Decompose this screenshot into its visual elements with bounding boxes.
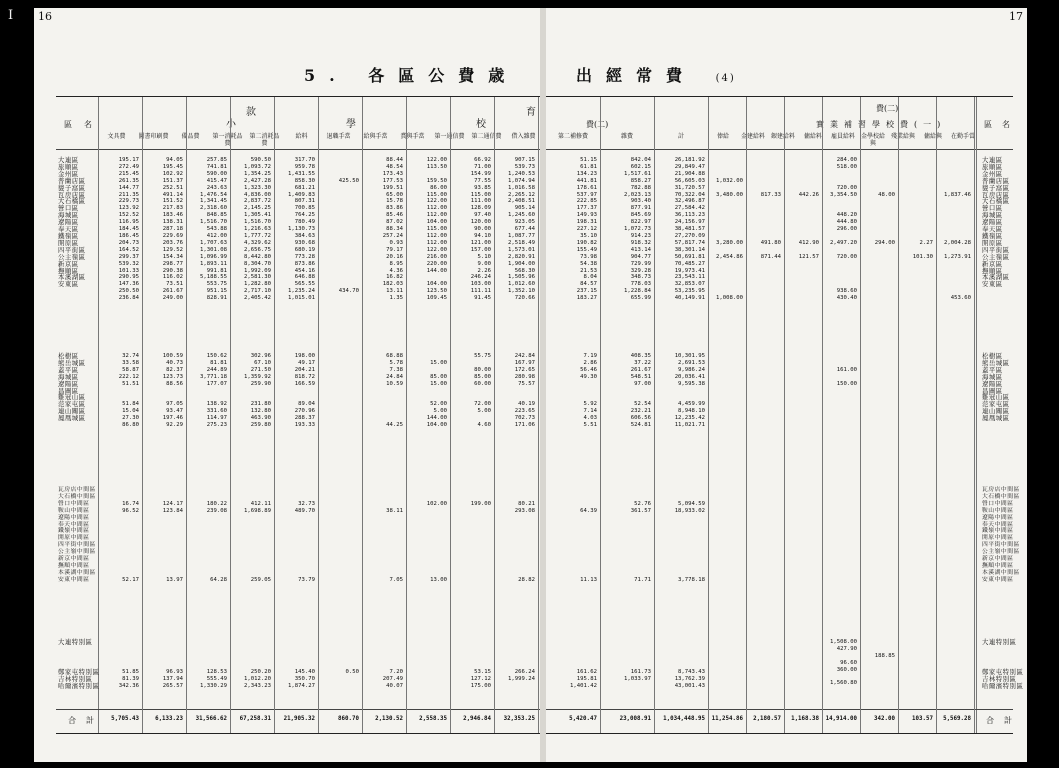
data-cell-s1: 122.00 113.50 159.50 86.00 115.00 122.00 112.00 112.00 104.00 115.00 112.00 112.00 122.00 216.00 220.00 144.00 104.00 123.50 109.45	[426, 157, 447, 302]
total-value: 1,034,448.95	[663, 716, 705, 722]
total-value: 5,705.43	[111, 716, 139, 722]
data-cell-s1: 817.33 491.80 871.44	[760, 191, 781, 260]
column-header: 備品費	[181, 133, 200, 140]
data-cell-s3: 38.11 7.05	[386, 507, 403, 583]
title-right-text: 出經常費	[576, 66, 697, 85]
title-left-text: 各區公費歳	[368, 66, 519, 85]
data-cell-s5	[406, 669, 447, 683]
right-section5-names: 鄭家屯特別區 吉林特別區 哈爾濱特別區	[982, 668, 1024, 690]
data-cell-s3: 199.00	[470, 500, 491, 507]
data-cell-s1: 442.26 412.90 121.57	[798, 191, 819, 260]
data-cell-s2: 32.74 33.58 58.87 222.12 51.51 51.84 15.04 27.30 86.80	[118, 353, 139, 429]
data-cell-s2: 68.88 5.78 7.38 24.84 10.59 44.25	[386, 353, 403, 429]
data-cell-s3: 412.11 1,698.89 259.05	[244, 500, 271, 583]
total-value: 342.00	[874, 716, 895, 722]
data-cell-s2: 55.75 80.00 85.00 60.00 72.00 5.00 4.60	[474, 353, 491, 429]
left-page	[34, 8, 540, 762]
column-header: 第二消耗品費	[249, 133, 280, 147]
column-header: 圖書印刷費	[138, 133, 169, 140]
total-value: 2,558.35	[419, 716, 447, 722]
data-cell-s5: 161.62 195.81 1,401.42	[570, 669, 597, 689]
corner-mark: I	[8, 8, 14, 23]
title-suffix: (4)	[715, 73, 736, 84]
data-cell-s2: 7.19 2.86 56.46 49.30 5.92 7.14 4.03 5.51	[580, 353, 597, 429]
data-cell-s3: 64.39 11.13	[580, 507, 597, 583]
total-value: 23,008.91	[619, 716, 651, 722]
right-group-b: 費(二)	[876, 104, 899, 113]
data-cell-s1: 195.17 272.49 215.45 261.35 144.77 211.35 229.73 123.92 152.52 116.95 184.45 186.45 204.73 164.52 299.37 539.32 101.33 290.95 147.36 250.50 236.84	[118, 157, 139, 302]
title-right	[576, 63, 736, 86]
total-value: 103.57	[912, 716, 933, 722]
data-cell-s1: 284.00 518.00 720.00 3,354.50 448.20 444.80 296.00 2,497.20 720.00 938.60 430.40	[830, 157, 857, 302]
total-value: 14,914.00	[825, 716, 857, 722]
data-cell-s5: 0.50	[345, 669, 359, 675]
data-cell-s5: 51.85 81.39 342.36	[118, 669, 139, 689]
data-cell-s5: 96.93 137.94 265.57	[162, 669, 183, 689]
data-cell-s1: 51.15 61.81 134.23 441.81 178.61 537.97 222.85 177.37 149.93 198.31 227.12 35.10 190.82 155.49 73.98 54.38 21.53 8.04 84.57 237.15 183.27	[576, 157, 597, 302]
header-gaku: 學	[346, 119, 362, 130]
data-cell-s1: 94.05 195.45 102.92 151.37 252.51 491.14 151.52 217.83 183.46 138.31 287.18 229.69 203.76 129.52 154.34 298.77 290.38 116.02 73.51 261.67 249.00	[162, 157, 183, 302]
total-value: 21,905.32	[283, 716, 315, 722]
right-district-header: 區名	[984, 120, 1020, 129]
total-value: 6,133.23	[155, 716, 183, 722]
section2-names: 松樹區 熊岳城區 蓋平區 海城區 遼陽區 昌圖區 雞冠山區 范家屯區 連山關區 鳳凰城區	[58, 352, 86, 423]
data-cell-s2: 161.00 150.00	[836, 366, 857, 387]
column-header: 給料	[295, 133, 308, 140]
data-cell-s5: 145.40 350.70 1,874.27	[288, 669, 315, 689]
data-cell-s3: 16.74 96.52 52.17	[122, 500, 139, 583]
col-divider	[974, 97, 975, 733]
column-header: 傭給與	[923, 133, 942, 140]
header-kan: 款	[246, 107, 262, 118]
data-cell-s3: 124.17 123.84 13.97	[162, 500, 183, 583]
data-cell-s1: 26,181.92 29,849.47 21,904.88 56,605.03 31,720.57 70,322.04 32,496.87 27,584.42 36,113.23 24,156.97 38,481.57 27,270.09 57,817.74 38,301.14 50,691.81 70,485.27 19,973.41 23,543.11 32,853.07 53,235.95 40,149.91	[674, 157, 705, 302]
total-value: 2,130.52	[375, 716, 403, 722]
column-header: 借入雜費	[511, 133, 536, 140]
data-cell-s2: 150.62 81.81 244.89 3,771.18 177.07 138.92 331.60 114.97 275.23	[200, 353, 227, 429]
right-page	[546, 8, 1027, 762]
column-header: 第二通信費	[471, 133, 502, 140]
title-left	[304, 63, 518, 86]
column-header: 文具費	[107, 133, 126, 140]
data-cell-s2: 302.96 67.10 271.50 1,359.92 259.90 231.80 132.80 463.90 259.80	[244, 353, 271, 429]
column-header: 第一通信費	[434, 133, 465, 140]
data-cell-s1: 257.85 741.81 590.00 415.47 243.63 1,476.54 1,341.45 2,318.60 848.85 1,516.70 543.88 412.00 1,707.63 1,301.08 1,096.99 1,893.11 991.81 5,188.55 553.75 951.15 828.91	[200, 157, 227, 302]
column-header: 俸給	[716, 133, 729, 140]
data-cell-s1: 317.70 959.78 1,431.55 858.30 681.21 1,409.83 807.31 700.85 764.25 780.49 1,130.73 384.63 930.68 680.19 773.28 873.86 454.16 646.88 565.55 1,235.24 1,015.01	[288, 157, 315, 302]
data-cell-s5: 128.53 555.49 1,330.29	[200, 669, 227, 689]
data-cell-s1: 425.50 434.70	[338, 177, 359, 295]
total-label: 合計	[68, 716, 104, 725]
data-cell-s5: 250.20 1,012.20 2,343.23	[244, 669, 271, 689]
data-cell-s1: 590.50 1,093.72 1,354.25 2,427.28 1,323.30 4,836.00 2,837.72 2,145.25 1,305.41 1,516.70 1,216.63 1,777.72 4,329.62 2,656.75 8,442.80 8,304.70 1,992.09 2,581.30 1,282.80 2,717.10 2,405.42	[244, 157, 271, 302]
data-cell-s1: 88.44 48.54 173.43 177.53 199.51 65.00 15.78 83.86 85.46 87.02 88.34 257.24 0.93 79.17 20.16 8.95 4.36 16.82 182.03 13.11 1.35	[382, 157, 403, 302]
data-cell-s5: 161.73 1,033.97	[624, 669, 651, 682]
total-value: 2,946.84	[463, 716, 491, 722]
total-value: 5,420.47	[569, 716, 597, 722]
data-cell-s2: 408.35 37.22 261.67 548.51 97.00 52.54 232.21 606.56 524.81	[630, 353, 651, 429]
data-cell-s3: 102.00 13.00	[426, 500, 447, 583]
col-divider	[538, 97, 539, 733]
data-cell-s2: 242.84 167.97 172.65 280.98 75.57 40.19 223.65 702.73 171.06	[514, 353, 535, 429]
data-cell-s3: 80.21 293.08 28.82	[514, 500, 535, 583]
data-cell-s2: 198.00 49.17 204.21 818.72 166.59 89.04 270.96 288.37 193.33	[294, 353, 315, 429]
total-value: 11,254.86	[711, 716, 743, 722]
data-cell-s5: 53.15 127.12 175.00	[470, 669, 491, 689]
right-section2-names: 松樹區 熊岳城區 蓋平區 海城區 遼陽區 昌圖區 雞冠山區 范家屯區 連山關區 鳳凰城區	[982, 352, 1010, 423]
right-total-divider	[546, 709, 1013, 710]
data-cell-s4: 1,508.00 427.90 96.60 360.00 1,560.80	[830, 639, 857, 687]
column-header: 給與手當	[363, 133, 388, 140]
column-header: 計	[677, 133, 684, 140]
header-sho: 小	[226, 119, 242, 130]
column-header: 雜費	[620, 133, 633, 140]
data-cell-s1: 2.27 101.30	[912, 239, 933, 260]
data-cell-s1: 1,837.46 2,004.28 1,273.91 453.60	[944, 191, 971, 302]
section5-names: 鄭家屯特別區 吉林特別區 哈爾濱特別區	[58, 668, 100, 690]
data-cell-s3: 5,094.59 18,933.02 3,778.18	[674, 500, 705, 583]
data-cell-s5: 8,743.43 13,762.39 43,001.43	[674, 669, 705, 689]
right-section3-names: 瓦房店中間區 大石橋中間區 營口中間區 鞍山中間區 遼陽中間區 奉天中間區 鐵嶺中間區 開原中間區 四平街中間區 公主嶺中間區 新京中間區 撫順中間區 本溪湖中間區 安東中間區	[982, 487, 1020, 583]
column-header: 第一消耗品費	[212, 133, 243, 147]
total-value: 67,258.31	[239, 716, 271, 722]
data-cell-s1: 907.15 539.73 1,240.53 1,074.94 1,016.58 2,265.12 2,408.51 905.14 1,245.60 923.05 677.44 1,087.77 2,518.49 1,573.01 2,820.91 1,904.00 568.30 1,505.96 1,012.60 1,352.10 720.66	[508, 157, 535, 302]
total-value: 2,180.57	[753, 716, 781, 722]
data-cell-s1: 842.04 602.15 1,517.61 858.27 782.88 2,023.13 903.40 877.91 845.69 822.97 1,072.73 914.23 918.32 413.14 904.77 729.99 329.28 348.73 778.03 1,228.84 655.99	[624, 157, 651, 302]
data-cell-s3: 52.76 361.57 71.71	[630, 500, 651, 583]
data-cell-s1: 66.92 71.00 154.99 77.55 93.85 115.00 111.00 128.09 97.40 120.00 90.00 94.10 121.00 157.00 5.10 9.00 2.26 246.24 103.00 111.11 91.45	[470, 157, 491, 302]
right-group-c: 實業補習學校費(一)	[816, 120, 947, 129]
right-header-divider	[546, 149, 1013, 150]
total-value: 31,566.62	[195, 716, 227, 722]
left-page-number: 16	[38, 10, 52, 23]
column-header: 在勤手當	[950, 133, 975, 140]
column-header: 金建給料	[740, 133, 765, 140]
section4-name: 大連特別區	[58, 638, 93, 646]
column-header: 銀建給料	[770, 133, 795, 140]
right-section1-names: 大連區 旅順區 金州區 普蘭店區 貔子窩區 瓦房店區 大石橋區 營口區 海城區 遼陽區 奉天區 鐵嶺區 開原區 四平街區 公主嶺區 新京區 撫順區 本溪湖區 安東區	[982, 156, 1010, 289]
total-value: 860.70	[338, 716, 359, 722]
right-group-a: 費(二)	[586, 120, 609, 129]
data-cell-s2: 15.00 85.00 15.00 52.00 5.00 144.00 104.00	[426, 359, 447, 429]
left-table	[56, 96, 540, 734]
data-cell-s5: 266.24 1,999.24	[508, 669, 535, 682]
data-cell-s2: 10,301.95 2,691.53 9,986.24 20,036.41 9,595.38 4,459.99 8,948.10 12,235.42 11,021.71	[674, 353, 705, 429]
right-page-number: 17	[1009, 10, 1023, 23]
district-header: 區名	[64, 120, 104, 129]
total-value: 5,569.28	[943, 716, 971, 722]
header-ko: 校	[476, 119, 492, 130]
data-cell-s1: 1,032.00 3,480.00 3,280.00 2,454.86 1,008.00	[716, 177, 743, 302]
data-cell-s2: 100.59 40.73 82.37 123.73 88.56 97.05 93.47 197.46 92.29	[162, 353, 183, 429]
column-header: 第二補修費	[557, 133, 588, 140]
column-header: 殘業給與	[890, 133, 915, 140]
right-name-col-divider	[976, 97, 977, 733]
right-section4-name: 大連特別區	[982, 638, 1017, 646]
data-cell-s5: 7.20 207.49 40.07	[382, 669, 403, 689]
data-cell-s3: 180.22 239.08 64.28	[206, 500, 227, 583]
data-cell-s3: 32.73 489.70 73.79	[294, 500, 315, 583]
total-divider	[56, 709, 540, 710]
section1-names: 大連區 旅順區 金州區 普蘭店區 貔子窩區 瓦房店區 大石橋區 營口區 海城區 遼陽區 奉天區 鐵嶺區 開原區 四平街區 公主嶺區 新京區 撫順區 本溪湖區 安東區	[58, 156, 86, 289]
section3-names: 瓦房店中間區 大石橋中間區 營口中間區 鞍山中間區 遼陽中間區 奉天中間區 鐵嶺中間區 開原中間區 四平街中間區 公主嶺中間區 新京中間區 撫順中間區 本溪湖中間區 安東中間區	[58, 487, 96, 583]
right-table	[546, 96, 1024, 734]
column-header: 退職手當	[326, 133, 351, 140]
header-iku: 育	[526, 107, 542, 118]
data-cell-s1: 48.00 294.00	[874, 191, 895, 246]
header-divider	[56, 149, 540, 150]
column-header: 雇員給料	[830, 133, 855, 140]
column-header: 金學校給與	[860, 133, 885, 147]
total-value: 32,353.25	[503, 716, 535, 722]
title-number: 5.	[304, 66, 349, 85]
right-total-label: 合計	[986, 716, 1022, 725]
column-header: 賞與手當	[400, 133, 425, 140]
total-value: 1,168.38	[791, 716, 819, 722]
data-cell-s4: 188.85	[874, 652, 895, 659]
column-header: 傭給料	[803, 133, 822, 140]
